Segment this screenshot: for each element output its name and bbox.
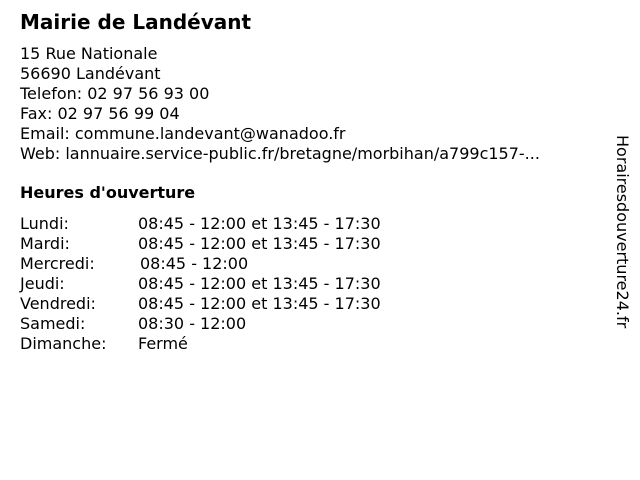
time-range: 08:45 - 12:00 <box>140 254 249 273</box>
site-watermark: Horairesdouverture24.fr <box>613 135 632 329</box>
day-label: Lundi: <box>20 214 69 233</box>
hours-heading: Heures d'ouverture <box>20 183 196 202</box>
hours-row-jeudi <box>20 274 440 294</box>
time-range: 08:30 - 12:00 <box>138 314 247 333</box>
contact-info <box>20 44 540 164</box>
website-url: Web: lannuaire.service-public.fr/bretagne/morbihan/a799c157-... <box>20 144 540 163</box>
opening-hours-list <box>20 214 440 354</box>
hours-row-dimanche <box>20 334 440 354</box>
day-label: Samedi: <box>20 314 86 333</box>
day-label: Mercredi: <box>20 254 95 273</box>
phone-number: Telefon: 02 97 56 93 00 <box>20 84 210 103</box>
day-label: Vendredi: <box>20 294 96 313</box>
page-title: Mairie de Landévant <box>20 10 252 34</box>
hours-row-mercredi <box>20 254 440 274</box>
email-address: Email: commune.landevant@wanadoo.fr <box>20 124 346 143</box>
day-label: Jeudi: <box>20 274 65 293</box>
time-range: 08:45 - 12:00 et 13:45 - 17:30 <box>138 274 381 293</box>
time-range: 08:45 - 12:00 et 13:45 - 17:30 <box>138 294 381 313</box>
day-label: Dimanche: <box>20 334 107 353</box>
fax-number: Fax: 02 97 56 99 04 <box>20 104 180 123</box>
hours-row-vendredi <box>20 294 440 314</box>
time-range: 08:45 - 12:00 et 13:45 - 17:30 <box>138 214 381 233</box>
time-range: 08:45 - 12:00 et 13:45 - 17:30 <box>138 234 381 253</box>
hours-row-lundi <box>20 214 440 234</box>
hours-row-mardi <box>20 234 440 254</box>
hours-row-samedi <box>20 314 440 334</box>
time-range: Fermé <box>138 334 188 353</box>
address-street: 15 Rue Nationale <box>20 44 158 63</box>
address-city: 56690 Landévant <box>20 64 161 83</box>
day-label: Mardi: <box>20 234 70 253</box>
